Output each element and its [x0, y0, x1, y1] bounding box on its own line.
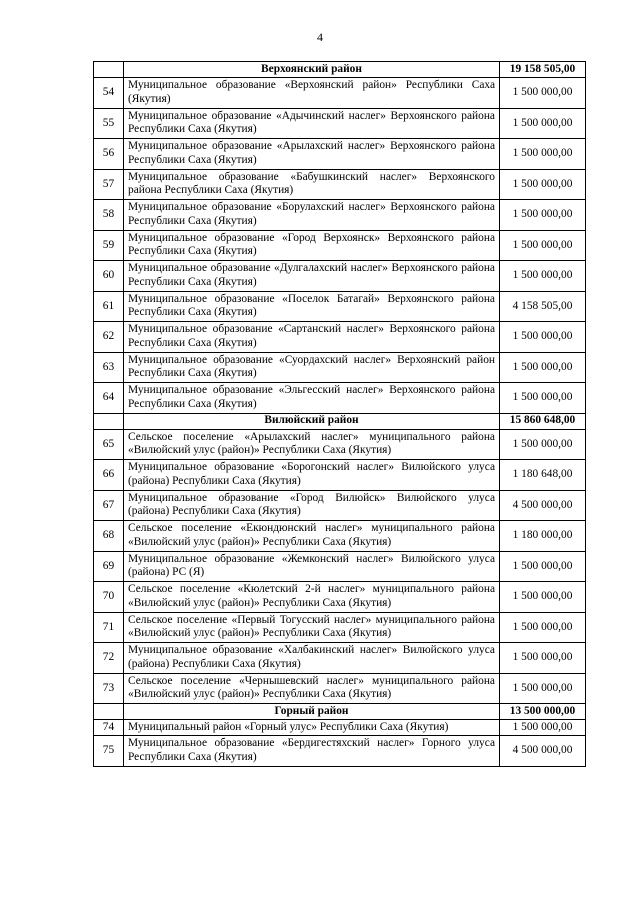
table-row	[94, 139, 586, 170]
table-row	[94, 551, 586, 582]
row-amount: 1 500 000,00	[500, 139, 586, 170]
municipality-name: Муниципальное образование «Суордахский наслег» Верхоянский район Республики Саха (Якутия)	[124, 352, 500, 383]
row-amount: 1 500 000,00	[500, 230, 586, 261]
district-total: 19 158 505,00	[500, 62, 586, 78]
table-row	[94, 291, 586, 322]
district-number-cell	[94, 413, 124, 429]
table-row	[94, 230, 586, 261]
row-number: 68	[94, 521, 124, 552]
table-row	[94, 169, 586, 200]
row-amount: 1 500 000,00	[500, 720, 586, 736]
row-amount: 1 500 000,00	[500, 200, 586, 231]
row-number: 71	[94, 612, 124, 643]
row-number: 65	[94, 429, 124, 460]
row-number: 62	[94, 322, 124, 353]
municipality-name: Сельское поселение «Кюлетский 2-й наслег» муниципального района «Вилюйский улус (район)» Республики Саха (Якутия)	[124, 582, 500, 613]
municipality-name: Сельское поселение «Екюндюнский наслег» муниципального района «Вилюйский улус (район)» Республики Саха (Якутия)	[124, 521, 500, 552]
row-amount: 1 500 000,00	[500, 643, 586, 674]
table-row	[94, 383, 586, 414]
row-amount: 1 500 000,00	[500, 352, 586, 383]
municipality-name: Муниципальное образование «Арылахский наслег» Верхоянского района Республики Саха (Якутия)	[124, 139, 500, 170]
municipality-name: Сельское поселение «Первый Тогусский наслег» муниципального района «Вилюйский улус (район)» Республики Саха (Якутия)	[124, 612, 500, 643]
municipality-name: Муниципальное образование «Жемконский наслег» Вилюйского улуса (района) РС (Я)	[124, 551, 500, 582]
row-amount: 4 500 000,00	[500, 490, 586, 521]
table-row	[94, 200, 586, 231]
district-number-cell	[94, 62, 124, 78]
table-row	[94, 429, 586, 460]
row-number: 61	[94, 291, 124, 322]
district-total: 15 860 648,00	[500, 413, 586, 429]
row-amount: 1 500 000,00	[500, 383, 586, 414]
row-number: 55	[94, 108, 124, 139]
row-amount: 4 500 000,00	[500, 736, 586, 767]
municipality-name: Муниципальное образование «Сартанский наслег» Верхоянского района Республики Саха (Якутия)	[124, 322, 500, 353]
row-number: 66	[94, 460, 124, 491]
row-number: 74	[94, 720, 124, 736]
municipality-name: Муниципальное образование «Поселок Батагай» Верхоянского района Республики Саха (Якутия)	[124, 291, 500, 322]
table-row	[94, 673, 586, 704]
municipality-name: Сельское поселение «Чернышевский наслег» муниципального района «Вилюйский улус (район)» Республики Саха (Якутия)	[124, 673, 500, 704]
table-row	[94, 521, 586, 552]
row-number: 57	[94, 169, 124, 200]
table-row	[94, 720, 586, 736]
district-number-cell	[94, 704, 124, 720]
district-name: Вилюйский район	[124, 413, 500, 429]
row-number: 54	[94, 78, 124, 109]
row-amount: 4 158 505,00	[500, 291, 586, 322]
municipality-name: Муниципальное образование «Город Верхоянск» Верхоянского района Республики Саха (Якутия)	[124, 230, 500, 261]
row-amount: 1 500 000,00	[500, 551, 586, 582]
row-amount: 1 500 000,00	[500, 322, 586, 353]
row-amount: 1 500 000,00	[500, 582, 586, 613]
row-number: 60	[94, 261, 124, 292]
row-number: 64	[94, 383, 124, 414]
municipality-name: Муниципальное образование «Борулахский наслег» Верхоянского района Республики Саха (Якутия)	[124, 200, 500, 231]
row-number: 73	[94, 673, 124, 704]
district-name: Верхоянский район	[124, 62, 500, 78]
row-amount: 1 180 000,00	[500, 521, 586, 552]
row-amount: 1 500 000,00	[500, 429, 586, 460]
municipality-name: Муниципальное образование «Верхоянский район» Республики Саха (Якутия)	[124, 78, 500, 109]
row-amount: 1 500 000,00	[500, 673, 586, 704]
municipality-name: Муниципальное образование «Халбакинский наслег» Вилюйского улуса (района) Республики Саха (Якутия)	[124, 643, 500, 674]
table-row	[94, 261, 586, 292]
district-name: Горный район	[124, 704, 500, 720]
row-number: 69	[94, 551, 124, 582]
page-number: 4	[317, 30, 323, 44]
table-row	[94, 108, 586, 139]
table-row	[94, 78, 586, 109]
municipality-name: Муниципальное образование «Дулгалахский наслег» Верхоянского района Республики Саха (Якутия)	[124, 261, 500, 292]
municipality-name: Муниципальное образование «Бабушкинский наслег» Верхоянского района Республики Саха (Якутия)	[124, 169, 500, 200]
allocation-table	[93, 61, 586, 767]
table-row	[94, 322, 586, 353]
row-amount: 1 500 000,00	[500, 261, 586, 292]
municipality-name: Муниципальное образование «Бердигестяхский наслег» Горного улуса Республики Саха (Якутия)	[124, 736, 500, 767]
municipality-name: Муниципальное образование «Борогонский наслег» Вилюйского улуса (района) Республики Саха (Якутия)	[124, 460, 500, 491]
row-number: 72	[94, 643, 124, 674]
row-amount: 1 500 000,00	[500, 612, 586, 643]
row-number: 63	[94, 352, 124, 383]
table-row	[94, 736, 586, 767]
row-amount: 1 180 648,00	[500, 460, 586, 491]
table-row	[94, 352, 586, 383]
municipality-name: Муниципальный район «Горный улус» Республики Саха (Якутия)	[124, 720, 500, 736]
row-number: 70	[94, 582, 124, 613]
row-amount: 1 500 000,00	[500, 108, 586, 139]
municipality-name: Муниципальное образование «Город Вилюйск» Вилюйского улуса (района) Республики Саха (Якутия)	[124, 490, 500, 521]
district-header-row	[94, 413, 586, 429]
table-row	[94, 612, 586, 643]
row-number: 59	[94, 230, 124, 261]
municipality-name: Сельское поселение «Арылахский наслег» муниципального района «Вилюйский улус (район)» Республики Саха (Якутия)	[124, 429, 500, 460]
row-number: 75	[94, 736, 124, 767]
row-amount: 1 500 000,00	[500, 78, 586, 109]
table-row	[94, 460, 586, 491]
row-amount: 1 500 000,00	[500, 169, 586, 200]
municipality-name: Муниципальное образование «Эльгесский наслег» Верхоянского района Республики Саха (Якутия)	[124, 383, 500, 414]
district-header-row	[94, 704, 586, 720]
table-row	[94, 490, 586, 521]
row-number: 67	[94, 490, 124, 521]
municipality-name: Муниципальное образование «Адычинский наслег» Верхоянского района Республики Саха (Якутия)	[124, 108, 500, 139]
row-number: 58	[94, 200, 124, 231]
table-row	[94, 582, 586, 613]
district-header-row	[94, 62, 586, 78]
row-number: 56	[94, 139, 124, 170]
district-total: 13 500 000,00	[500, 704, 586, 720]
table-row	[94, 643, 586, 674]
